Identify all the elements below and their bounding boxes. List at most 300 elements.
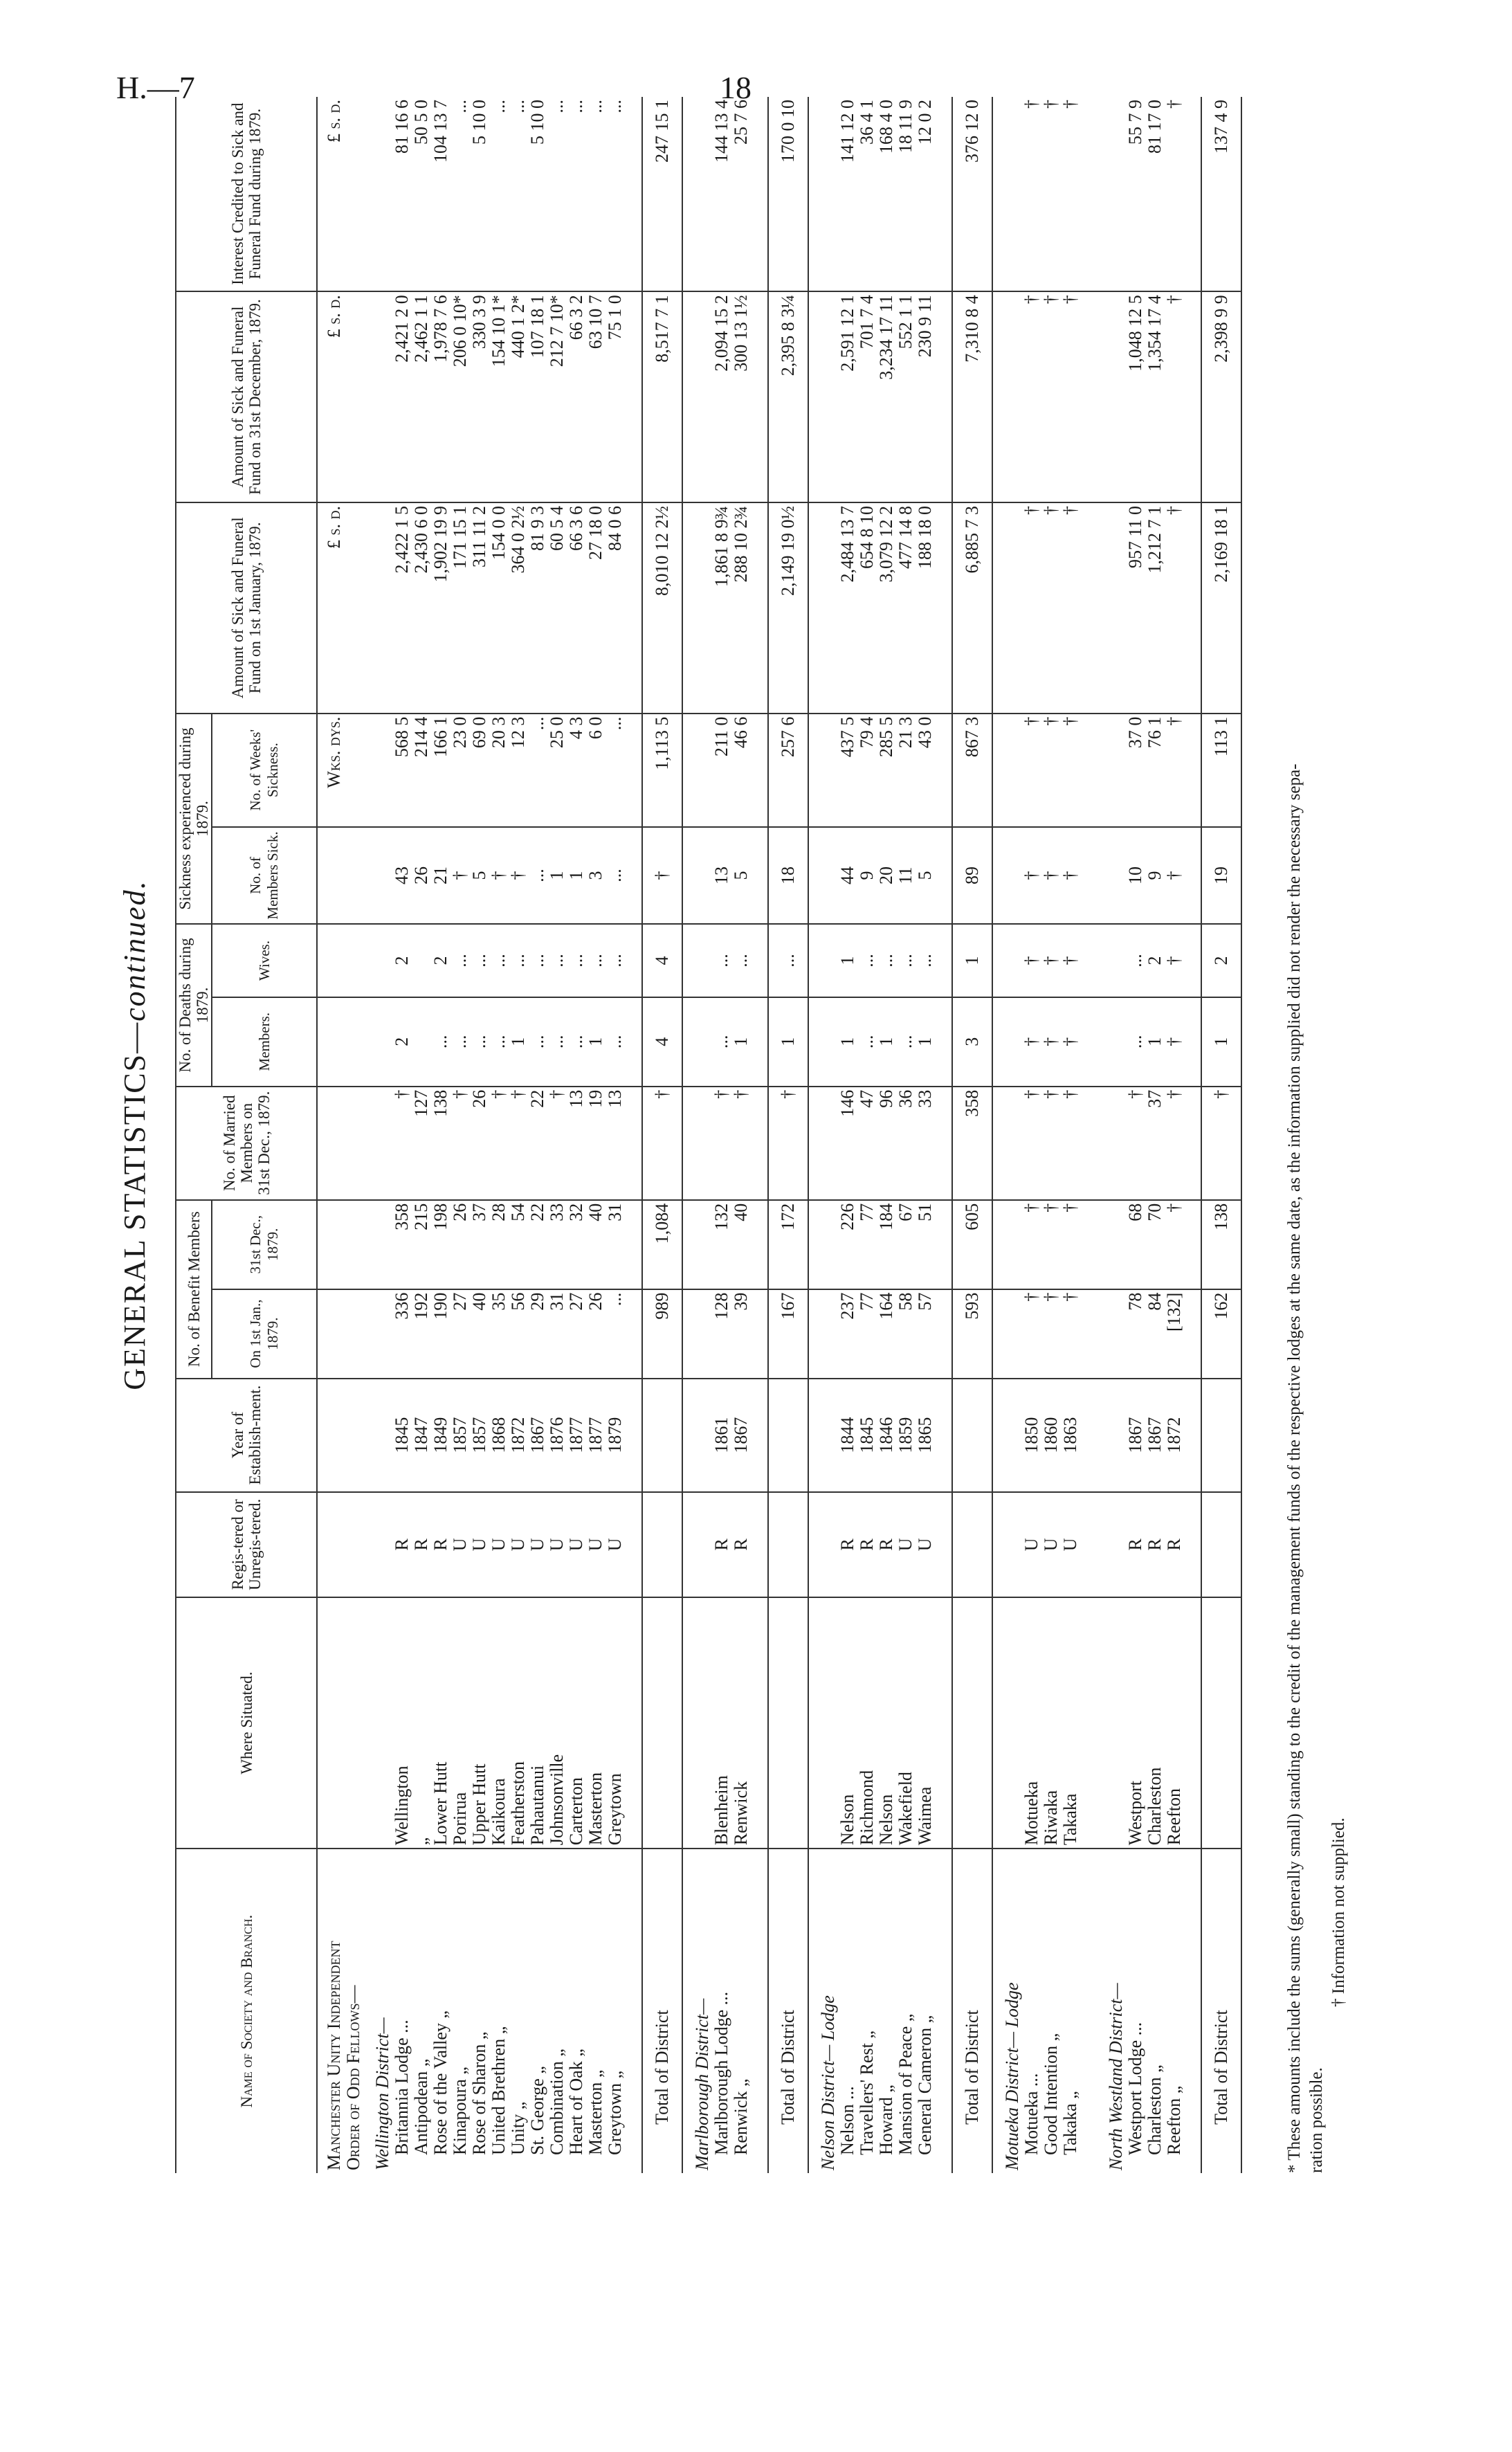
cell-dw: ... — [731, 924, 751, 997]
cell-dec: 67 — [896, 1200, 916, 1289]
cell-aj: 3,079 12 2 — [877, 502, 896, 714]
district-title: Wellington District— — [363, 1849, 392, 2173]
cell-dec: 132 — [712, 1200, 731, 1289]
cell-ad: 552 1 1 — [896, 291, 916, 502]
col-sickness-header: Sickness experienced during 1879. — [176, 714, 212, 925]
empty-cell — [768, 1597, 808, 1849]
total-int: 170 0 10 — [768, 97, 808, 291]
cell-married: 146 — [838, 1087, 857, 1200]
cell-married: 33 — [916, 1087, 935, 1200]
cell-where: Lower Hutt — [431, 1597, 450, 1849]
total-label: Total of District — [768, 1849, 808, 2173]
cell-dec: † — [1061, 1200, 1080, 1289]
cell-dec: 358 — [392, 1200, 412, 1289]
total-dw: ... — [768, 924, 808, 997]
total-dec: 172 — [768, 1200, 808, 1289]
total-wk: 1,113 5 — [642, 714, 682, 827]
cell-int: 144 13 4 — [711, 100, 731, 163]
cell-wk: 166 1 — [431, 714, 450, 827]
cell-dec: 37 — [470, 1200, 489, 1289]
cell-int: ... — [489, 100, 509, 113]
cell-dec: 215 — [412, 1200, 431, 1289]
empty-cell — [992, 1379, 1022, 1492]
total-ad: 2,398 9 9 — [1201, 291, 1241, 502]
society-name: Manchester Unity Independent Order of Odd Fellows— — [317, 1849, 363, 2173]
district-heading-row — [992, 97, 1022, 2173]
cell-wk: 568 5 — [392, 714, 412, 827]
empty-cell — [808, 714, 838, 827]
lodge-name: Renwick „ — [731, 1849, 751, 2173]
cell-dec: 28 — [489, 1200, 509, 1289]
cell-where: Renwick — [731, 1597, 751, 1849]
empty-cell — [642, 1597, 682, 1849]
total-ms: 89 — [952, 827, 992, 925]
cell-reg: U — [1041, 1492, 1061, 1597]
total-jan: 593 — [952, 1289, 992, 1379]
table-row — [1022, 97, 1041, 2173]
cell-ad: 300 13 1½ — [731, 291, 751, 502]
cell-year: 1845 — [392, 1379, 412, 1492]
total-wk: 113 1 — [1201, 714, 1241, 827]
cell-wk: 79 4 — [857, 714, 877, 827]
district-heading-row — [682, 97, 712, 2173]
table-row — [586, 97, 605, 2173]
cell-ad: 1,048 12 5 — [1126, 291, 1145, 502]
cell-jan: 27 — [567, 1289, 586, 1379]
empty-cell — [1097, 1087, 1126, 1200]
cell-aj: † — [1061, 502, 1080, 714]
cell-dm: † — [1022, 997, 1041, 1087]
cell-int: 141 12 0 — [837, 100, 857, 163]
cell-jan: 58 — [896, 1289, 916, 1379]
total-dw: 4 — [642, 924, 682, 997]
cell-aj: † — [1165, 502, 1184, 714]
cell-wk: 37 0 — [1126, 714, 1145, 827]
lodge-name: Rose of the Valley „ — [431, 1849, 450, 2173]
district-title: Marlborough District— — [682, 1849, 712, 2173]
cell-ad: 2,462 1 1 — [412, 291, 431, 502]
cell-married: † — [731, 1087, 751, 1200]
table-row — [392, 97, 412, 2173]
col-amount-jan-header: Amount of Sick and Funeral Fund on 1st January, 1879. — [176, 502, 317, 714]
cell-married: 13 — [605, 1087, 625, 1200]
cell-year: 1876 — [547, 1379, 567, 1492]
total-dw: 1 — [952, 924, 992, 997]
cell-reg: U — [605, 1492, 625, 1597]
col-benefit-header: No. of Benefit Members — [176, 1200, 212, 1379]
lodge-name: United Brethren „ — [489, 1849, 509, 2173]
footnote-star-cont: ration possible. — [1307, 2067, 1326, 2173]
empty-cell — [992, 924, 1022, 997]
cell-ad: 2,591 12 1 — [838, 291, 857, 502]
col-interest-header: Interest Credited to Sick and Funeral Fund during 1879. — [176, 97, 317, 291]
cell-reg: R — [1126, 1492, 1145, 1597]
cell-married: 26 — [470, 1087, 489, 1200]
cell-ms: 9 — [857, 827, 877, 925]
cell-ms: 43 — [392, 827, 412, 925]
lodge-name: Charleston „ — [1145, 1849, 1165, 2173]
col-registered-header: Regis-tered or Unregis-tered. — [176, 1492, 317, 1597]
cell-dm: ... — [431, 997, 450, 1087]
empty-cell — [1097, 291, 1126, 502]
empty-cell — [992, 1597, 1022, 1849]
cell-aj: 84 0 6 — [605, 502, 625, 714]
cell-married: 138 — [431, 1087, 450, 1200]
cell-year: 1850 — [1022, 1379, 1041, 1492]
empty-cell — [363, 1087, 392, 1200]
table-row — [450, 97, 470, 2173]
empty-cell — [1097, 1379, 1126, 1492]
interest-unit: £ s. d. — [324, 100, 344, 143]
cell-where: „ — [412, 1597, 431, 1849]
cell-dm: ... — [896, 997, 916, 1087]
cell-int: 25 7 6 — [731, 100, 751, 145]
empty-cell — [808, 1492, 838, 1597]
cell-year: 1849 — [431, 1379, 450, 1492]
cell-year: 1857 — [470, 1379, 489, 1492]
cell-aj: 364 0 2½ — [509, 502, 528, 714]
total-label: Total of District — [1201, 1849, 1241, 2173]
cell-year: 1879 — [605, 1379, 625, 1492]
cell-ms: ... — [528, 827, 547, 925]
district-title: Nelson District— Lodge — [808, 1849, 838, 2173]
total-ms: 19 — [1201, 827, 1241, 925]
cell-dw: † — [1041, 924, 1061, 997]
total-aj: 2,149 19 0½ — [768, 502, 808, 714]
total-ad: 8,517 7 1 — [642, 291, 682, 502]
cell-where: Westport — [1126, 1597, 1145, 1849]
cell-reg: R — [712, 1492, 731, 1597]
table-row — [712, 97, 731, 2173]
table-row — [605, 97, 625, 2173]
empty-cell — [808, 924, 838, 997]
col-sick-weeks-header: No. of Weeks' Sickness. — [212, 714, 317, 827]
total-aj: 2,169 18 1 — [1201, 502, 1241, 714]
empty-cell — [992, 291, 1022, 502]
statistics-table — [175, 97, 1242, 2173]
cell-ad: † — [1022, 291, 1041, 502]
empty-cell — [992, 1289, 1022, 1379]
total-married: † — [642, 1087, 682, 1200]
cell-reg: U — [567, 1492, 586, 1597]
cell-jan: 57 — [916, 1289, 935, 1379]
total-int: 137 4 9 — [1201, 97, 1241, 291]
cell-dw: 1 — [838, 924, 857, 997]
cell-wk: 6 0 — [586, 714, 605, 827]
cell-dw: ... — [896, 924, 916, 997]
cell-ms: 9 — [1145, 827, 1165, 925]
cell-dec: 51 — [916, 1200, 935, 1289]
cell-dw: ... — [1126, 924, 1145, 997]
cell-wk: 76 1 — [1145, 714, 1165, 827]
cell-ad: † — [1165, 291, 1184, 502]
cell-dm: ... — [528, 997, 547, 1087]
cell-married: † — [489, 1087, 509, 1200]
total-dw: 2 — [1201, 924, 1241, 997]
col-benefit-jan-header: On 1st Jan., 1879. — [212, 1289, 317, 1379]
cell-jan: 336 — [392, 1289, 412, 1379]
cell-dec: 40 — [586, 1200, 605, 1289]
cell-jan: 190 — [431, 1289, 450, 1379]
cell-reg: R — [392, 1492, 412, 1597]
cell-dec: 40 — [731, 1200, 751, 1289]
cell-int: 50 5 0 — [411, 100, 431, 145]
cell-ms: ... — [605, 827, 625, 925]
empty-cell — [682, 1492, 712, 1597]
empty-cell — [1097, 714, 1126, 827]
cell-year: 1872 — [509, 1379, 528, 1492]
total-married: † — [1201, 1087, 1241, 1200]
cell-int: 5 10 0 — [527, 100, 547, 145]
district-title: Motueka District— Lodge — [992, 1849, 1022, 2173]
cell-ad: 206 0 10* — [450, 291, 470, 502]
cell-jan: 31 — [547, 1289, 567, 1379]
cell-wk: 69 0 — [470, 714, 489, 827]
cell-int: 36 4 1 — [857, 100, 877, 145]
col-benefit-dec-header: 31st Dec., 1879. — [212, 1200, 317, 1289]
cell-dm: 1 — [586, 997, 605, 1087]
total-wk: 867 3 — [952, 714, 992, 827]
page-reference: H.—7 — [116, 70, 195, 105]
cell-dm: 2 — [392, 997, 412, 1087]
empty-cell — [363, 827, 392, 925]
cell-ad: 230 9 11 — [916, 291, 935, 502]
table-row — [1165, 97, 1184, 2173]
cell-year: 1867 — [1145, 1379, 1165, 1492]
cell-dw: ... — [877, 924, 896, 997]
cell-ad: † — [1061, 291, 1080, 502]
cell-ms: † — [1041, 827, 1061, 925]
cell-wk: † — [1061, 714, 1080, 827]
cell-jan: 27 — [450, 1289, 470, 1379]
cell-aj: 311 11 2 — [470, 502, 489, 714]
empty-cell — [808, 1289, 838, 1379]
cell-ms: 26 — [412, 827, 431, 925]
cell-dm: ... — [1126, 997, 1145, 1087]
cell-dw: ... — [509, 924, 528, 997]
cell-aj: 27 18 0 — [586, 502, 605, 714]
cell-ad: 107 18 1 — [528, 291, 547, 502]
cell-reg: R — [431, 1492, 450, 1597]
cell-int: 12 0 2 — [915, 100, 935, 145]
cell-reg: R — [857, 1492, 877, 1597]
lodge-name: Combination „ — [547, 1849, 567, 2173]
cell-aj: 154 0 0 — [489, 502, 509, 714]
cell-int: ... — [547, 100, 567, 113]
cell-jan: [132] — [1165, 1289, 1184, 1379]
cell-married: † — [1061, 1087, 1080, 1200]
cell-ms: 1 — [567, 827, 586, 925]
cell-wk: 25 0 — [547, 714, 567, 827]
cell-dw: ... — [470, 924, 489, 997]
cell-where: Porirua — [450, 1597, 470, 1849]
cell-where: Takaka — [1061, 1597, 1080, 1849]
cell-ms: 1 — [547, 827, 567, 925]
col-name-header: Name of Society and Branch. — [176, 1849, 317, 2173]
cell-int: 5 10 0 — [469, 100, 489, 145]
cell-int: 81 17 0 — [1145, 100, 1165, 154]
cell-where: Nelson — [838, 1597, 857, 1849]
table-row — [1061, 97, 1080, 2173]
col-deaths-wives-header: Wives. — [212, 924, 317, 997]
cell-aj: † — [1022, 502, 1041, 714]
cell-dec: 31 — [605, 1200, 625, 1289]
cell-int: 18 11 9 — [895, 100, 916, 154]
cell-int: † — [1021, 100, 1041, 109]
empty-cell — [363, 502, 392, 714]
cell-where: Wellington — [392, 1597, 412, 1849]
cell-year: 1860 — [1041, 1379, 1061, 1492]
col-sick-members-header: No. of Members Sick. — [212, 827, 317, 925]
total-dec: 605 — [952, 1200, 992, 1289]
cell-aj: 2,430 6 0 — [412, 502, 431, 714]
cell-jan: 192 — [412, 1289, 431, 1379]
cell-jan: 29 — [528, 1289, 547, 1379]
cell-ad: 1,978 7 6 — [431, 291, 450, 502]
total-dec: 1,084 — [642, 1200, 682, 1289]
cell-int: 81 16 6 — [392, 100, 412, 154]
empty-cell — [992, 97, 1022, 291]
cell-jan: ... — [605, 1289, 625, 1379]
footnote-star: * These amounts include the sums (generally small) standing to the credit of the management funds of the respective lodges at the same date, as the information supplied did not render the necessary sepa- — [1285, 763, 1304, 2173]
empty-cell — [642, 1492, 682, 1597]
total-dec: 138 — [1201, 1200, 1241, 1289]
cell-dw: ... — [450, 924, 470, 997]
total-ad: 7,310 8 4 — [952, 291, 992, 502]
total-ms: † — [642, 827, 682, 925]
cell-dm: ... — [547, 997, 567, 1087]
cell-where: Greytown — [605, 1597, 625, 1849]
cell-int: † — [1060, 100, 1080, 109]
cell-ms: 44 — [838, 827, 857, 925]
empty-cell — [363, 1492, 392, 1597]
cell-dec: 32 — [567, 1200, 586, 1289]
table-row — [528, 97, 547, 2173]
cell-dec: † — [1022, 1200, 1041, 1289]
cell-reg: U — [896, 1492, 916, 1597]
cell-aj: 171 15 1 — [450, 502, 470, 714]
cell-reg: R — [731, 1492, 751, 1597]
cell-where: Masterton — [586, 1597, 605, 1849]
cell-married: 36 — [896, 1087, 916, 1200]
cell-ad: 66 3 2 — [567, 291, 586, 502]
empty-cell — [363, 1289, 392, 1379]
cell-jan: 84 — [1145, 1289, 1165, 1379]
cell-dm: † — [1041, 997, 1061, 1087]
cell-jan: 40 — [470, 1289, 489, 1379]
empty-cell — [952, 1379, 992, 1492]
total-label: Total of District — [642, 1849, 682, 2173]
cell-year: 1844 — [838, 1379, 857, 1492]
total-married: † — [768, 1087, 808, 1200]
cell-year: 1847 — [412, 1379, 431, 1492]
cell-dw: ... — [712, 924, 731, 997]
total-dm: 3 — [952, 997, 992, 1087]
cell-int: † — [1041, 100, 1061, 109]
cell-dm: 1 — [509, 997, 528, 1087]
empty-cell — [363, 1379, 392, 1492]
cell-married: † — [1165, 1087, 1184, 1200]
cell-where: Motueka — [1022, 1597, 1041, 1849]
cell-where: Nelson — [877, 1597, 896, 1849]
cell-wk: 285 5 — [877, 714, 896, 827]
cell-wk: 12 3 — [509, 714, 528, 827]
lodge-name: Reefton „ — [1165, 1849, 1184, 2173]
cell-dm: 1 — [838, 997, 857, 1087]
empty-cell — [1097, 97, 1126, 291]
cell-married: 127 — [412, 1087, 431, 1200]
cell-ad: 1,354 17 4 — [1145, 291, 1165, 502]
cell-dec: 54 — [509, 1200, 528, 1289]
district-total-row — [768, 97, 808, 2173]
lodge-name: Greytown „ — [605, 1849, 625, 2173]
cell-where: Richmond — [857, 1597, 877, 1849]
cell-dw: ... — [528, 924, 547, 997]
cell-aj: 1,861 8 9¾ — [712, 502, 731, 714]
cell-wk: 214 4 — [412, 714, 431, 827]
cell-dw: ... — [605, 924, 625, 997]
table-row — [877, 97, 896, 2173]
cell-wk: 20 3 — [489, 714, 509, 827]
table-row — [412, 97, 431, 2173]
cell-int: ... — [605, 100, 625, 113]
empty-cell — [808, 1597, 838, 1849]
col-deaths-header: No. of Deaths during 1879. — [176, 924, 212, 1086]
cell-aj: 2,422 1 5 — [392, 502, 412, 714]
cell-jan: † — [1022, 1289, 1041, 1379]
cell-jan: 78 — [1126, 1289, 1145, 1379]
cell-ms: † — [1022, 827, 1041, 925]
cell-dw: 2 — [431, 924, 450, 997]
cell-aj: 288 10 2¾ — [731, 502, 751, 714]
cell-int: ... — [508, 100, 528, 113]
cell-dec: 226 — [838, 1200, 857, 1289]
weeks-unit: Wks. dys. — [317, 714, 363, 827]
cell-ms: † — [1165, 827, 1184, 925]
cell-dec: 26 — [450, 1200, 470, 1289]
table-row — [1145, 97, 1165, 2173]
cell-dm: 1 — [877, 997, 896, 1087]
cell-dm: ... — [567, 997, 586, 1087]
total-wk: 257 6 — [768, 714, 808, 827]
cell-married: † — [1041, 1087, 1061, 1200]
cell-where: Waimea — [916, 1597, 935, 1849]
cell-aj: 1,902 19 9 — [431, 502, 450, 714]
cell-ad: 154 10 1* — [489, 291, 509, 502]
cell-dw: † — [1061, 924, 1080, 997]
cell-wk: 46 6 — [731, 714, 751, 827]
empty-cell — [992, 827, 1022, 925]
lodge-name: Good Intention „ — [1041, 1849, 1061, 2173]
statistics-sheet — [114, 97, 1348, 2173]
lodge-name: Takaka „ — [1061, 1849, 1080, 2173]
empty-cell — [992, 502, 1022, 714]
cell-jan: 237 — [838, 1289, 857, 1379]
empty-cell — [1097, 1492, 1126, 1597]
empty-cell — [1201, 1492, 1241, 1597]
empty-cell — [682, 97, 712, 291]
cell-ad: 701 7 4 — [857, 291, 877, 502]
cell-year: 1868 — [489, 1379, 509, 1492]
lodge-name: Marlborough Lodge ... — [712, 1849, 731, 2173]
cell-wk: 21 3 — [896, 714, 916, 827]
lodge-name: Heart of Oak „ — [567, 1849, 586, 2173]
empty-cell — [682, 1087, 712, 1200]
cell-reg: R — [877, 1492, 896, 1597]
cell-dw — [412, 924, 431, 997]
cell-int: 55 7 9 — [1125, 100, 1145, 145]
empty-cell — [363, 924, 392, 997]
